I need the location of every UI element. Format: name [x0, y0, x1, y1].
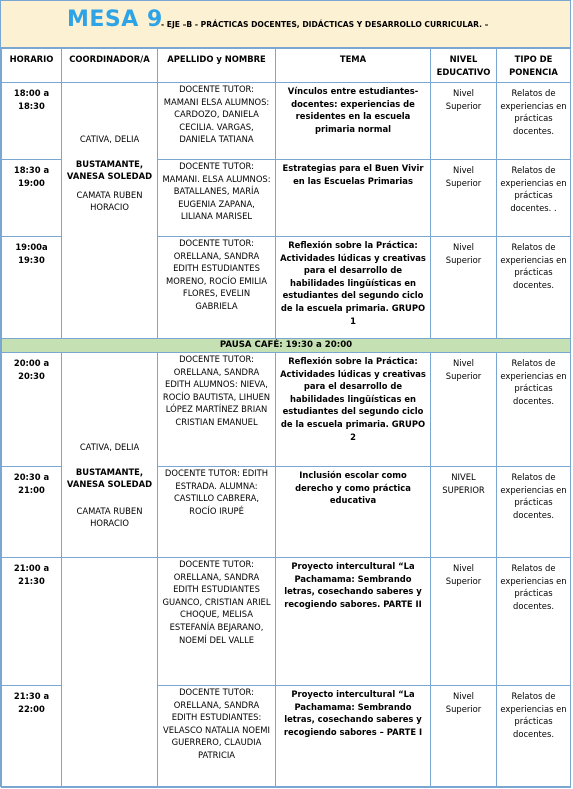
nivel-cell: Nivel Superior: [431, 558, 497, 686]
tema-cell: Reflexión sobre la Práctica: Actividades lúdicas y creativas para el desarrollo de habilidades lingüísticas en estudiantes del segundo ciclo de la escuela primaria. GRUPO 2: [276, 353, 431, 467]
coordinator-name: BUSTAMANTE, VANESA SOLEDAD: [66, 466, 153, 490]
tipo-cell: Relatos de experiencias en prácticas docentes.: [497, 686, 571, 788]
nivel-cell: Nivel Superior: [431, 160, 497, 237]
time-cell: 21:30 a 22:00: [2, 686, 62, 788]
tema-cell: Proyecto intercultural “La Pachamama: Sembrando letras, cosechando saberes y recogiendo sabores – PARTE I: [276, 686, 431, 788]
time-cell: 19:00a 19:30: [2, 237, 62, 339]
names-cell: DOCENTE TUTOR: EDITH ESTRADA. ALUMNA: CASTILLO CABRERA, ROCÍO IRUPÉ: [158, 467, 276, 558]
coordinator-cell: [62, 83, 158, 339]
time-cell: 18:00 a 18:30: [2, 83, 62, 160]
schedule-table: [1, 48, 571, 788]
col-coordinador: COORDINADOR/A: [62, 49, 158, 83]
names-cell: DOCENTE TUTOR: MAMANI. ELSA ALUMNOS: BATALLANES, MARÍA EUGENIA ZAPANA, LILIANA MARISEL: [158, 160, 276, 237]
time-cell: 21:00 a 21:30: [2, 558, 62, 686]
tema-cell: Inclusión escolar como derecho y como práctica educativa: [276, 467, 431, 558]
nivel-cell: Nivel Superior: [431, 353, 497, 467]
tipo-cell: Relatos de experiencias en prácticas docentes.: [497, 353, 571, 467]
table-header-row: [2, 49, 571, 83]
header-banner: [1, 1, 570, 48]
names-cell: DOCENTE TUTOR: ORELLANA, SANDRA EDITH ESTUDIANTES MORENO, ROCÍO EMILIA FLORES, EVELIN GABRIELA: [158, 237, 276, 339]
tipo-cell: Relatos de experiencias en prácticas docentes. .: [497, 160, 571, 237]
col-tipo: TIPO DE PONENCIA: [497, 49, 571, 83]
nivel-cell: Nivel Superior: [431, 686, 497, 788]
tema-cell: Estrategias para el Buen Vivir en las Escuelas Primarias: [276, 160, 431, 237]
coordinator-empty-cell: [62, 558, 158, 788]
table-row: [2, 558, 571, 686]
time-cell: 20:30 a 21:00: [2, 467, 62, 558]
coordinator-name: CATIVA, DELIA: [79, 134, 140, 144]
names-cell: DOCENTE TUTOR: ORELLANA, SANDRA EDITH ESTUDIANTES: VELASCO NATALIA NOEMI GUERRERO, CLAUDIA PATRICIA: [158, 686, 276, 788]
table-row: [2, 353, 571, 467]
col-horario: HORARIO: [2, 49, 62, 83]
coordinator-name: CAMATA RUBEN HORACIO: [76, 505, 143, 529]
tema-cell: Proyecto intercultural “La Pachamama: Sembrando letras, cosechando saberes y recogiendo sabores. PARTE II: [276, 558, 431, 686]
tipo-cell: Relatos de experiencias en prácticas docentes.: [497, 237, 571, 339]
names-cell: DOCENTE TUTOR: MAMANI ELSA ALUMNOS: CARDOZO, DANIELA CECILIA. VARGAS, DANIELA TATIANA: [158, 83, 276, 160]
names-cell: DOCENTE TUTOR: ORELLANA, SANDRA EDITH ALUMNOS: NIEVA, ROCÍO BAUTISTA, LIHUEN LÓPEZ MARTÍNEZ BRIAN CRISTIAN EMANUEL: [158, 353, 276, 467]
tipo-cell: Relatos de experiencias en prácticas docentes.: [497, 558, 571, 686]
coordinator-name: BUSTAMANTE, VANESA SOLEDAD: [66, 158, 153, 182]
time-cell: 20:00 a 20:30: [2, 353, 62, 467]
mesa-title: MESA 9: [67, 7, 163, 32]
tema-cell: Reflexión sobre la Práctica: Actividades lúdicas y creativas para el desarrollo de habilidades lingüísticas en estudiantes del segundo ciclo de la escuela primaria. GRUPO 1: [276, 237, 431, 339]
pause-label: PAUSA CAFÉ: 19:30 a 20:00: [2, 339, 571, 353]
pause-row: [2, 339, 571, 353]
col-apellido-nombre: APELLIDO y NOMBRE: [158, 49, 276, 83]
names-cell: DOCENTE TUTOR: ORELLANA, SANDRA EDITH ESTUDIANTES GUANCO, CRISTIAN ARIEL CHOQUE, MELISA ESTEFANÍA BEJARANO, NOEMÍ DEL VALLE: [158, 558, 276, 686]
eje-subtitle: - EJE –B - PRÁCTICAS DOCENTES, DIDÁCTICAS Y DESARROLLO CURRICULAR. –: [161, 20, 489, 29]
tema-cell: Vínculos entre estudiantes-docentes: experiencias de residentes en la escuela primaria normal: [276, 83, 431, 160]
tipo-cell: Relatos de experiencias en prácticas docentes.: [497, 467, 571, 558]
nivel-cell: Nivel Superior: [431, 237, 497, 339]
coordinator-name: CATIVA, DELIA: [79, 442, 140, 452]
coordinator-name: CAMATA RUBEN HORACIO: [76, 189, 143, 213]
tipo-cell: Relatos de experiencias en prácticas docentes.: [497, 83, 571, 160]
time-cell: 18:30 a 19:00: [2, 160, 62, 237]
col-tema: TEMA: [276, 49, 431, 83]
nivel-cell: Nivel Superior: [431, 83, 497, 160]
coordinator-cell: [62, 353, 158, 558]
table-row: [2, 83, 571, 160]
nivel-cell: NIVEL SUPERIOR: [431, 467, 497, 558]
col-nivel: NIVEL EDUCATIVO: [431, 49, 497, 83]
